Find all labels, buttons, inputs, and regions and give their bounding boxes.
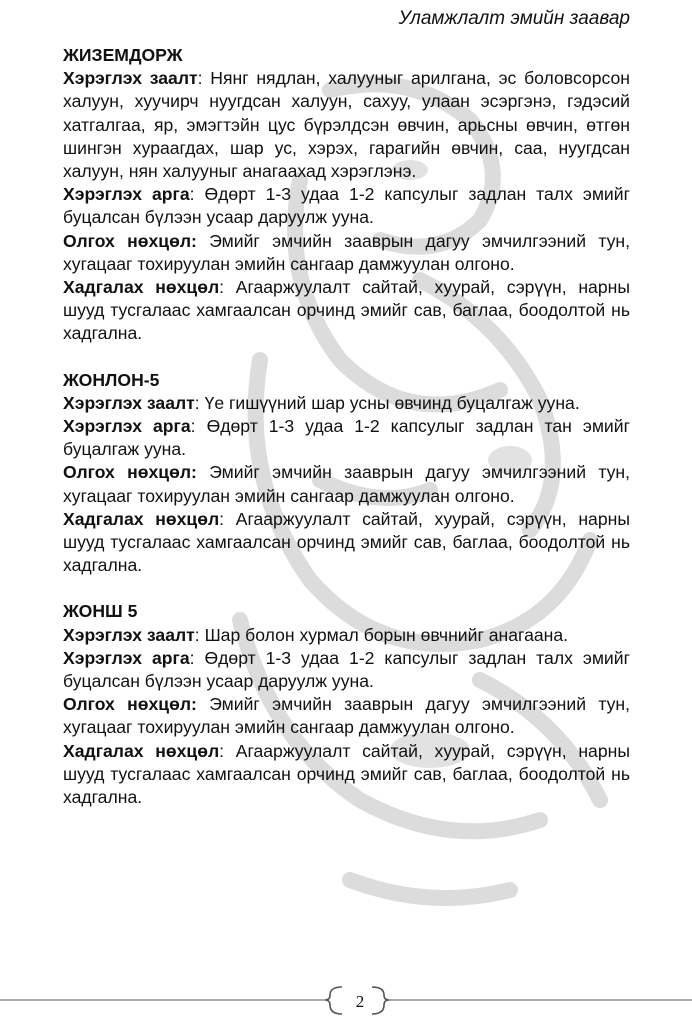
section-title: ЖОНЛОН-5 <box>63 369 160 390</box>
document-body <box>63 44 630 832</box>
field-label: Хэрэглэх заалт <box>63 68 198 89</box>
field-text: Өдөрт 1-3 удаа 1-2 капсулыг задлан талх эмийг буцалсан бүлээн усаар даруулж ууна. <box>63 184 630 228</box>
paragraph-dispensing <box>63 693 630 739</box>
field-text: Өдөрт 1-3 удаа 1-2 капсулыг задлан талх эмийг буцалсан бүлээн усаар даруулж ууна. <box>63 647 630 692</box>
field-text: Агааржуулалт сайтай, хуурай, сэрүүн, нарны шууд тусгалаас хамгаалсан орчинд эмийг сав, баглаа, боодолтой нь хадгална. <box>63 740 630 808</box>
field-label: Олгох нөхцөл: <box>63 462 197 483</box>
field-label: Хэрэглэх арга <box>63 647 190 668</box>
field-text: Шар болон хурмал борын өвчнийг анагаана. <box>204 624 569 645</box>
field-label: Хэрэглэх арга <box>63 184 190 205</box>
field-text: Нянг нядлан, халууныг арилгана, эс боловсорсон халуун, хуучирч нуугдсан халуун, сахуу, улаан эсэргэнэ, гэдэсий хатгалгаа, яр, эмэгтэйн цус бүрэлдсэн өвчин, арьсны өвчин, өтгөн шингэн хураагдах, шар ус, хэрэх, гарагийн өвчин, саа, нуугдсан халуун, нян халууныг анагаахад хэрэглэнэ. <box>63 68 631 182</box>
field-text: Агааржуулалт сайтай, хуурай, сэрүүн, нарны шууд тусгалаас хамгаалсан орчинд эмийг сав, баглаа, боодолтой нь хадгална. <box>63 508 630 576</box>
section-zhizemdorzh <box>63 44 630 346</box>
paragraph-indication: Хэрэглэх заалт: Үе гишүүний шар усны өвчинд буцалгаж ууна. <box>63 392 580 413</box>
field-text: Эмийг эмчийн зааврын дагуу эмчилгээний тун, хугацааг тохируулан эмийн сангаар дамжуулан олгоно. <box>63 694 631 738</box>
field-label: Хэрэглэх заалт <box>63 624 195 645</box>
paragraph-usage: Хэрэглэх арга: Өдөрт 1-3 удаа 1-2 капсулыг задлан тан эмийг буцалгаж ууна. <box>63 416 630 460</box>
paragraph-storage: Хадгалах нөхцөл: Агааржуулалт сайтай, хуурай, сэрүүн, нарны шууд тусгалаас хамгаалсан орчинд эмийг сав, баглаа, боодолтой нь хадгална. <box>63 508 630 576</box>
section-zhonlon-5 <box>63 369 630 578</box>
paragraph-indication: Хэрэглэх заалт: Нянг нядлан, халууныг арилгана, эс боловсорсон халуун, хуучирч нуугдсан халуун, сахуу, улаан эсэргэнэ, гэдэсий хатгалгаа, яр, эмэгтэйн цус бүрэлдсэн өвчин, арьсны өвчин, өтгөн шингэн хураагдах, шар ус, хэрэх, гарагийн өвчин, саа, нуугдсан халуун, нян халууныг анагаахад хэрэглэнэ. <box>63 68 631 182</box>
field-text: Эмийг эмчийн зааврын дагуу эмчилгээний тун, хугацааг тохируулан эмийн сангаар дамжуулан олгоно. <box>63 230 631 274</box>
field-label: Хадгалах нөхцөл <box>63 740 220 761</box>
section-title: ЖИЗЕМДОРЖ <box>63 45 183 65</box>
section-zhonsh-5 <box>63 600 630 809</box>
field-label: Хэрэглэх заалт <box>63 392 195 413</box>
paragraph-usage: Хэрэглэх арга: Өдөрт 1-3 удаа 1-2 капсулыг задлан талх эмийг буцалсан бүлээн усаар даруулж ууна. <box>63 184 630 228</box>
field-text: Агааржуулалт сайтай, хуурай, сэрүүн, нарны шууд тусгалаас хамгаалсан орчинд эмийг сав, баглаа, боодолтой нь хадгална. <box>63 277 630 344</box>
paragraph-storage: Хадгалах нөхцөл: Агааржуулалт сайтай, хуурай, сэрүүн, нарны шууд тусгалаас хамгаалсан орчинд эмийг сав, баглаа, боодолтой нь хадгална. <box>63 277 630 344</box>
running-header: Уламжлалт эмийн заавар <box>398 8 630 29</box>
field-text: Өдөрт 1-3 удаа 1-2 капсулыг задлан тан эмийг буцалгаж ууна. <box>63 416 630 460</box>
paragraph-indication: Хэрэглэх заалт: Шар болон хурмал борын өвчнийг анагаана. <box>63 624 569 645</box>
paragraph-dispensing <box>63 230 630 276</box>
page-number: 2 <box>355 992 365 1011</box>
paragraph-usage: Хэрэглэх арга: Өдөрт 1-3 удаа 1-2 капсулыг задлан талх эмийг буцалсан бүлээн усаар даруулж ууна. <box>63 647 630 692</box>
field-label: Олгох нөхцөл: <box>63 230 197 251</box>
field-label: Олгох нөхцөл: <box>63 694 197 715</box>
paragraph-storage: Хадгалах нөхцөл: Агааржуулалт сайтай, хуурай, сэрүүн, нарны шууд тусгалаас хамгаалсан орчинд эмийг сав, баглаа, боодолтой нь хадгална. <box>63 740 630 808</box>
paragraph-dispensing <box>63 461 630 507</box>
field-label: Хадгалах нөхцөл <box>63 277 220 298</box>
section-title: ЖОНШ 5 <box>63 601 138 622</box>
field-label: Хэрэглэх арга <box>63 416 191 437</box>
field-text: Үе гишүүний шар усны өвчинд буцалгаж ууна. <box>204 392 580 413</box>
field-text: Эмийг эмчийн зааврын дагуу эмчилгээний тун, хугацааг тохируулан эмийн сангаар дамжуулан олгоно. <box>63 462 631 506</box>
page-footer <box>0 986 692 1020</box>
field-label: Хадгалах нөхцөл <box>63 508 220 529</box>
